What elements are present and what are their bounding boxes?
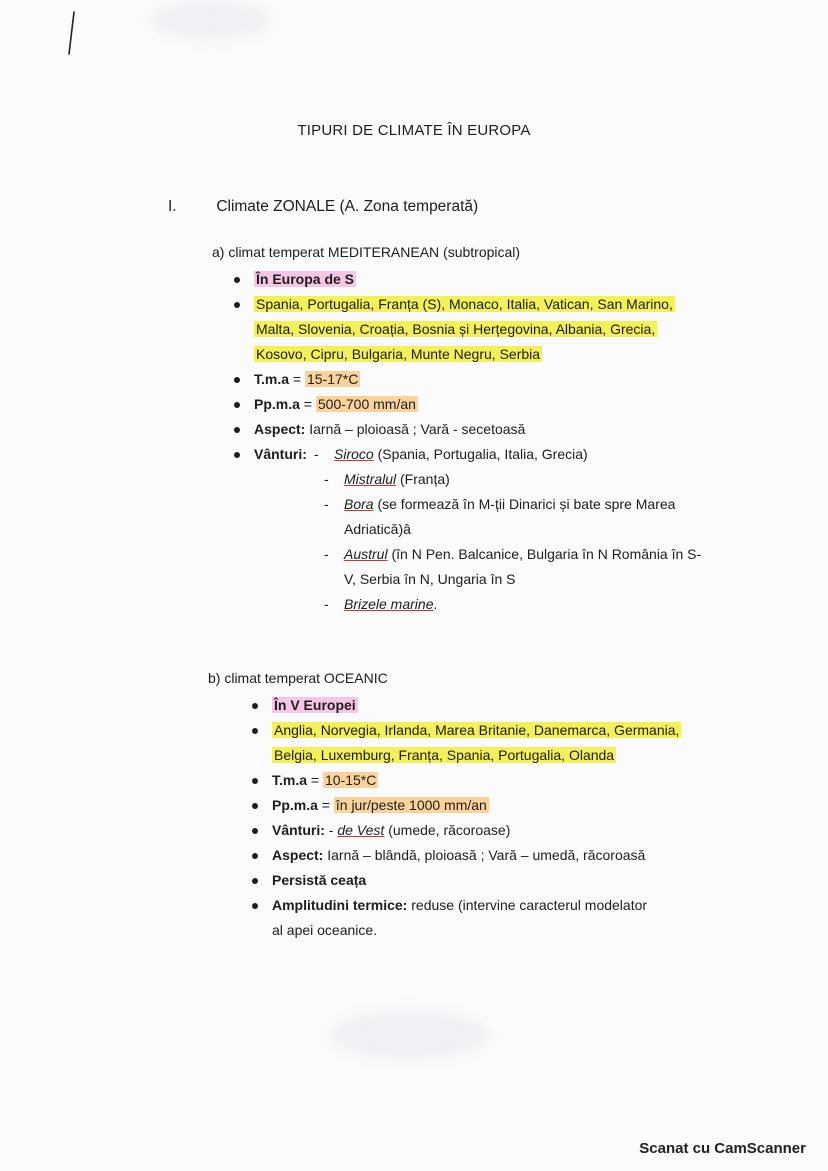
pma-value: 500-700 mm/an <box>317 396 416 412</box>
amplitude-value: reduse <box>411 897 455 913</box>
winds-list <box>310 442 710 617</box>
wind-name: Mistralul <box>344 471 397 487</box>
wind-detail: (Spania, Portugalia, Italia, Grecia) <box>377 446 588 462</box>
list-item: T.m.a = 15-17*C <box>228 367 688 392</box>
list-item <box>246 893 652 943</box>
wind-item <box>320 542 704 592</box>
page-title: TIPURI DE CLIMATE ÎN EUROPA <box>297 122 531 139</box>
amplitude-text: (intervine caracterul modelator al apei oceanice. <box>272 897 648 938</box>
list-item <box>246 693 686 718</box>
aspect-text: Iarnă – ploioasă ; Vară - secetoasă <box>309 421 526 437</box>
wind-name: Brizele marine <box>344 596 434 612</box>
location: În Europa de S <box>256 271 355 287</box>
scan-smudge <box>330 1010 490 1060</box>
amplitude-label: Amplitudini termice: <box>272 897 408 913</box>
pma-label: Pp.m.a <box>272 797 318 813</box>
section-heading <box>168 198 478 216</box>
pen-stroke-mark <box>66 10 76 56</box>
wind-name: Bora <box>344 496 374 512</box>
wind-detail: (se formează în M-ții Dinarici și bate spre Marea Adriatică)â <box>344 496 676 537</box>
aspect-text: Iarnă – blândă, ploioasă ; Vară – umedă, răcoroasă <box>327 847 646 863</box>
list-item <box>246 718 686 768</box>
scanner-watermark: Scanat cu CamScanner <box>639 1140 806 1157</box>
section-number: I. <box>168 198 177 215</box>
list-item: T.m.a = 10-15*C <box>246 768 686 793</box>
oceanic-heading: b) climat temperat OCEANIC <box>208 670 388 686</box>
fog-note: Persistă ceața <box>272 872 367 888</box>
oceanic-list <box>246 693 686 943</box>
wind-name: de Vest <box>337 822 385 838</box>
aspect-label: Aspect: <box>272 847 324 863</box>
location: În V Europei <box>274 697 356 713</box>
tma-label: T.m.a <box>254 371 290 387</box>
wind-item <box>310 442 710 467</box>
countries: Anglia, Norvegia, Irlanda, Marea Britanie, Danemarca, Germania, Belgia, Luxemburg, Franța, Spania, Portugalia, Olanda <box>274 722 680 763</box>
wind-detail: (Franța) <box>400 471 450 487</box>
list-item: Vânturi: - de Vest (umede, răcoroase) <box>246 818 686 843</box>
mediterranean-list <box>228 267 688 467</box>
scan-smudge <box>150 0 270 40</box>
section-title: Climate ZONALE (A. Zona temperată) <box>216 198 479 215</box>
wind-item <box>320 492 684 542</box>
wind-detail: (în N Pen. Balcanice, Bulgaria în N România în S-V, Serbia în N, Ungaria în S <box>344 546 702 587</box>
aspect-label: Aspect: <box>254 421 306 437</box>
wind-name: Siroco <box>334 446 374 462</box>
wind-detail: . <box>433 596 438 612</box>
tma-label: T.m.a <box>272 772 308 788</box>
pma-value: în jur/peste 1000 mm/an <box>335 797 487 813</box>
wind-detail: (umede, răcoroase) <box>388 822 511 838</box>
winds-label: Vânturi: <box>254 446 307 462</box>
list-item <box>246 868 686 893</box>
list-item <box>228 292 688 367</box>
wind-name: Austrul <box>344 546 388 562</box>
wind-item <box>320 592 710 617</box>
winds-label: Vânturi: <box>272 822 325 838</box>
list-item: Pp.m.a = 500-700 mm/an <box>228 392 688 417</box>
mediterranean-heading: a) climat temperat MEDITERANEAN (subtropical) <box>212 244 521 260</box>
countries: Spania, Portugalia, Franța (S), Monaco, Italia, Vatican, San Marino, Malta, Slovenia, Croația, Bosnia și Herțegovina, Albania, Grecia, Kosovo, Cipru, Bulgaria, Munte Negru, Serbia <box>256 296 673 362</box>
list-item <box>228 417 688 442</box>
tma-value: 10-15*C <box>324 772 377 788</box>
list-item: Pp.m.a = în jur/peste 1000 mm/an <box>246 793 686 818</box>
wind-item <box>320 467 710 492</box>
pma-label: Pp.m.a <box>254 396 300 412</box>
list-item <box>246 843 732 868</box>
tma-value: 15-17*C <box>306 371 359 387</box>
list-item <box>228 267 688 292</box>
